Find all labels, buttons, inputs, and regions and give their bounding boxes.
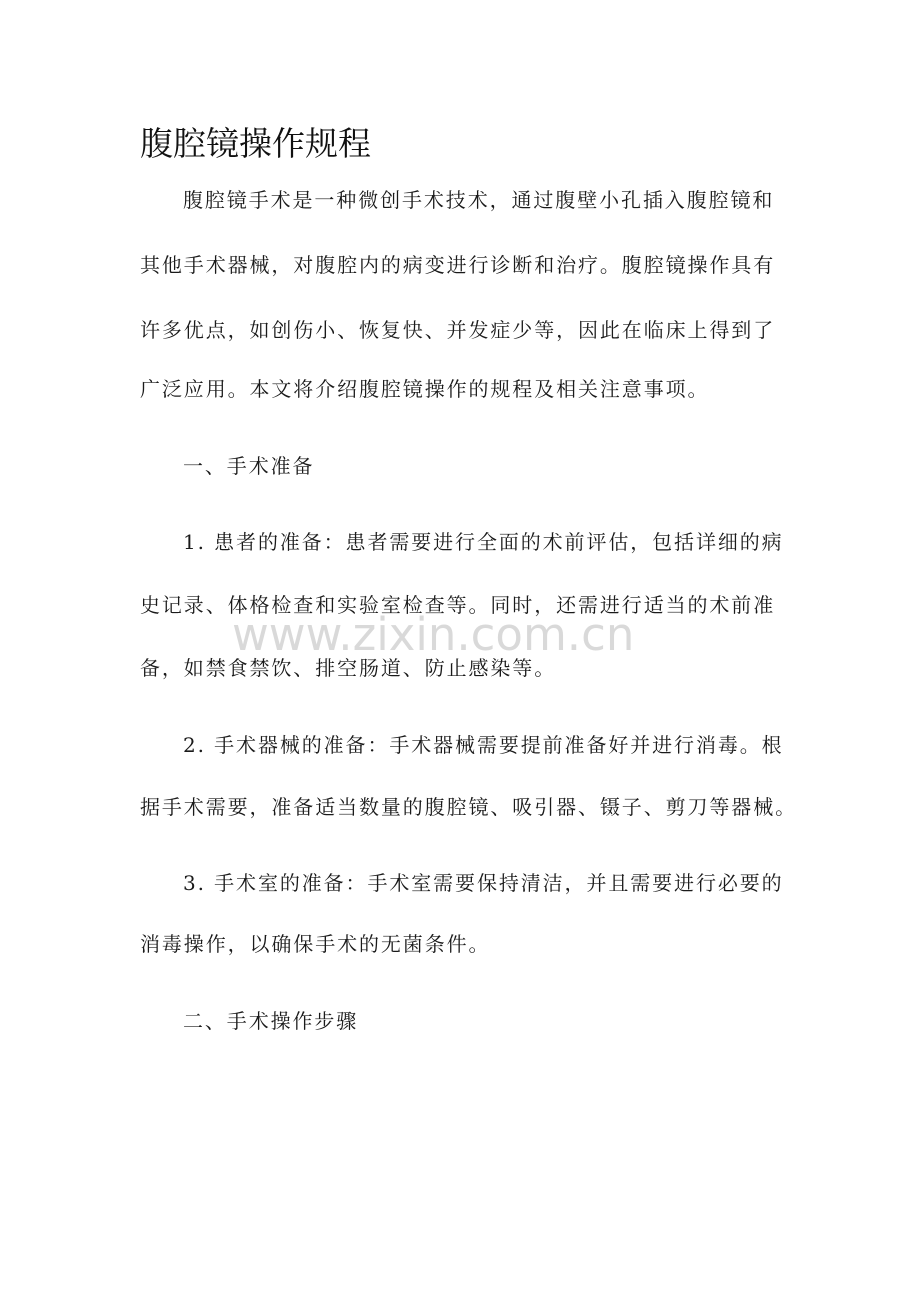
intro-line-2: 其他手术器械，对腹腔内的病变进行诊断和治疗。腹腔镜操作具有 — [140, 253, 776, 277]
item2-line-2: 据手术需要，准备适当数量的腹腔镜、吸引器、镊子、剪刀等器械。 — [140, 795, 797, 819]
intro-line-1: 腹腔镜手术是一种微创手术技术，通过腹壁小孔插入腹腔镜和 — [183, 188, 775, 212]
intro-line-4: 广泛应用。本文将介绍腹腔镜操作的规程及相关注意事项。 — [140, 377, 710, 401]
section-heading-2: 二、手术操作步骤 — [183, 1009, 359, 1033]
item1-line-2: 史记录、体格检查和实验室检查等。同时，还需进行适当的术前准 — [140, 593, 776, 617]
item2-line-1: 2. 手术器械的准备：手术器械需要提前准备好并进行消毒。根 — [183, 733, 784, 757]
item1-line-3: 备，如禁食禁饮、排空肠道、防止感染等。 — [140, 656, 557, 680]
item3-line-2: 消毒操作，以确保手术的无菌条件。 — [140, 932, 491, 956]
section-heading-1: 一、手术准备 — [183, 454, 315, 478]
page-title: 腹腔镜操作规程 — [140, 124, 371, 163]
item3-line-1: 3. 手术室的准备：手术室需要保持清洁，并且需要进行必要的 — [183, 871, 784, 895]
intro-line-3: 许多优点，如创伤小、恢复快、并发症少等，因此在临床上得到了 — [140, 318, 776, 342]
item1-line-1: 1. 患者的准备：患者需要进行全面的术前评估，包括详细的病 — [183, 530, 784, 554]
watermark: www.zixin.com.cn — [232, 608, 635, 661]
